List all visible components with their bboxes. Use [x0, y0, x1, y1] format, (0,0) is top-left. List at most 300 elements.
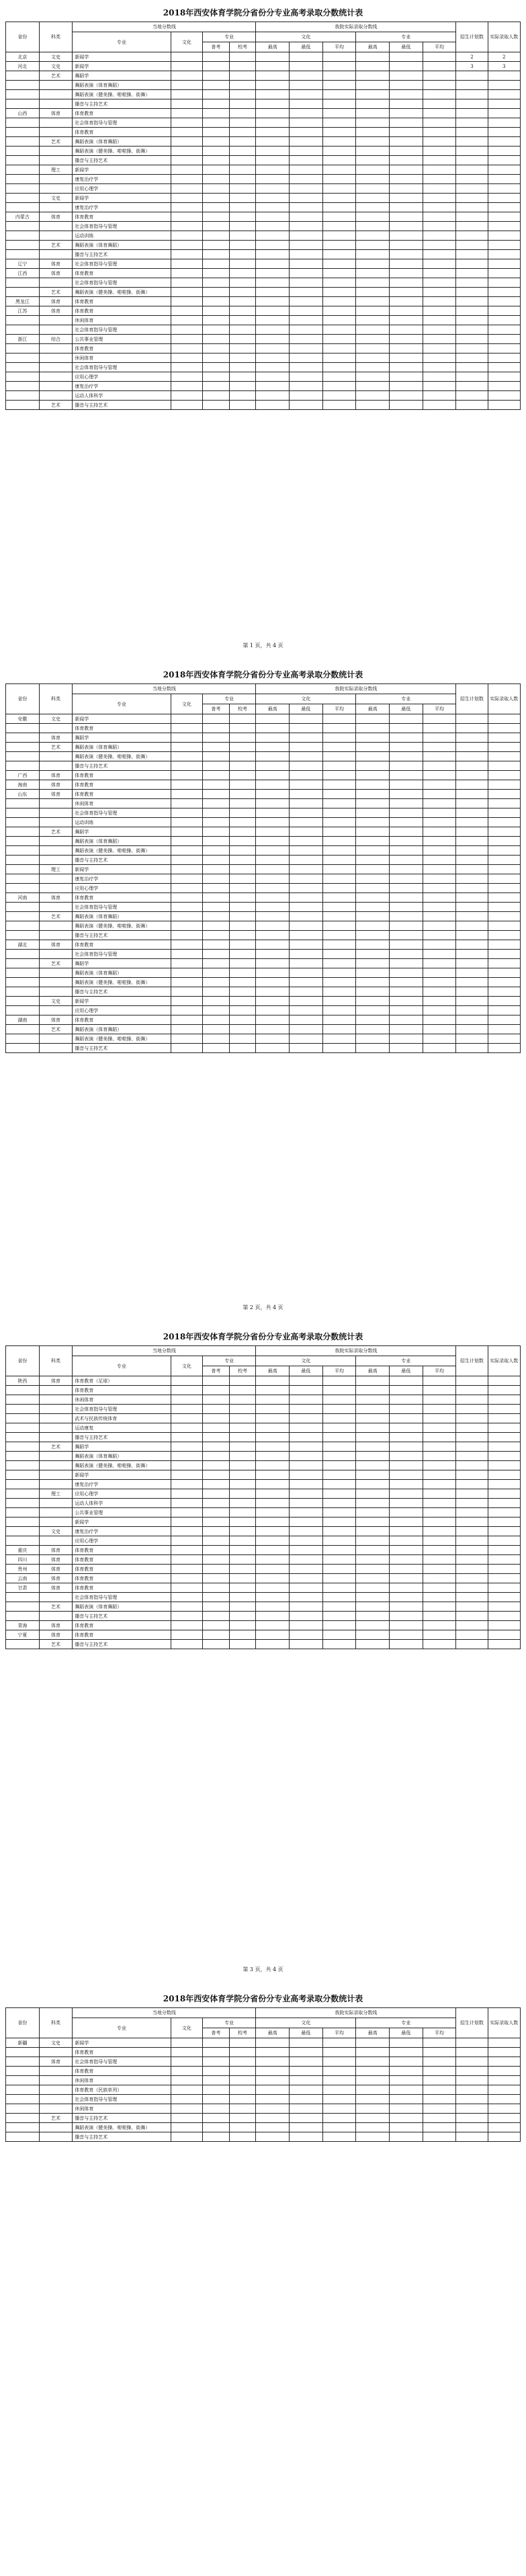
table-cell [202, 1555, 229, 1565]
table-cell [488, 165, 520, 175]
table-cell [6, 2048, 40, 2057]
table-cell [202, 1621, 229, 1630]
table-cell [290, 306, 323, 316]
table-cell [423, 2085, 456, 2095]
table-cell [256, 118, 290, 128]
header-cell: 普考 [202, 1366, 229, 1376]
header-cell: 最高 [256, 42, 290, 52]
table-cell [356, 1433, 390, 1442]
table-cell [456, 987, 488, 997]
table-cell: 舞蹈学 [73, 71, 171, 81]
table-cell: 舞蹈表演（健美操、啦啦操、街舞） [73, 846, 171, 856]
table-cell [256, 344, 290, 354]
score-table [5, 22, 521, 410]
table-row [6, 1006, 521, 1015]
table-cell [229, 1546, 256, 1555]
table-cell [390, 884, 423, 893]
table-cell [229, 968, 256, 978]
table-cell: 文史 [39, 194, 73, 203]
table-cell [390, 62, 423, 71]
table-cell [229, 137, 256, 147]
table-cell [488, 2085, 520, 2095]
table-cell [256, 1386, 290, 1395]
table-cell [390, 2095, 423, 2104]
table-row [6, 714, 521, 724]
table-cell [423, 893, 456, 903]
table-cell [390, 71, 423, 81]
table-cell [456, 250, 488, 259]
table-cell [171, 1470, 202, 1480]
table-cell [322, 1470, 356, 1480]
table-cell [39, 382, 73, 391]
table-cell [356, 222, 390, 231]
table-cell [456, 1452, 488, 1461]
table-cell [229, 231, 256, 241]
table-cell [202, 62, 229, 71]
table-cell [171, 269, 202, 278]
table-cell [322, 1593, 356, 1602]
table-cell [322, 1621, 356, 1630]
table-cell [423, 250, 456, 259]
table-row [6, 780, 521, 790]
table-cell [390, 401, 423, 410]
table-row [6, 372, 521, 382]
table-cell [171, 391, 202, 401]
table-cell [256, 1546, 290, 1555]
table-cell [488, 2132, 520, 2142]
table-cell [322, 1555, 356, 1565]
table-cell [356, 1015, 390, 1025]
table-cell [356, 1565, 390, 1574]
table-row [6, 71, 521, 81]
table-cell [356, 71, 390, 81]
table-cell [356, 1621, 390, 1630]
table-cell [488, 808, 520, 818]
table-cell [6, 391, 40, 401]
table-row [6, 884, 521, 893]
table-cell [202, 1518, 229, 1527]
table-cell [322, 109, 356, 118]
table-cell [488, 1583, 520, 1593]
table-cell [256, 1593, 290, 1602]
table-cell [322, 1640, 356, 1649]
table-cell [171, 968, 202, 978]
table-cell [456, 2038, 488, 2048]
table-cell [423, 1574, 456, 1583]
table-cell [202, 1015, 229, 1025]
table-cell [171, 2114, 202, 2123]
table-cell: 休闲体育 [73, 799, 171, 808]
table-cell [322, 733, 356, 743]
table-cell [322, 1015, 356, 1025]
table-cell [322, 2057, 356, 2067]
table-cell [488, 1025, 520, 1034]
table-cell [6, 1508, 40, 1518]
table-cell [322, 987, 356, 997]
table-cell [488, 1480, 520, 1489]
table-cell [390, 2132, 423, 2142]
table-row [6, 316, 521, 325]
table-row [6, 62, 521, 71]
table-row [6, 1386, 521, 1395]
table-cell [39, 1452, 73, 1461]
table-cell [171, 743, 202, 752]
table-cell [488, 382, 520, 391]
table-cell [322, 1433, 356, 1442]
table-cell [322, 325, 356, 335]
table-cell [229, 316, 256, 325]
table-cell: 江西 [6, 269, 40, 278]
table-cell [202, 837, 229, 846]
table-cell [488, 137, 520, 147]
table-cell [229, 1442, 256, 1452]
table-cell [423, 1414, 456, 1423]
table-cell [290, 1006, 323, 1015]
table-cell [256, 2048, 290, 2057]
table-cell [229, 780, 256, 790]
table-cell [423, 259, 456, 269]
table-cell [356, 2132, 390, 2142]
table-cell [202, 203, 229, 212]
table-cell [229, 391, 256, 401]
table-cell [390, 52, 423, 62]
table-cell [390, 1593, 423, 1602]
table-cell: 体育 [39, 790, 73, 799]
table-cell [6, 912, 40, 921]
header-cell: 我院实际录取分数线 [256, 1346, 456, 1356]
table-cell [456, 780, 488, 790]
table-cell [39, 2123, 73, 2132]
table-cell [290, 1518, 323, 1527]
table-cell [229, 1555, 256, 1565]
table-cell [488, 865, 520, 874]
table-cell [456, 241, 488, 250]
table-cell [290, 354, 323, 363]
header-cell: 平均 [322, 42, 356, 52]
table-cell [423, 1621, 456, 1630]
table-cell: 应用心理学 [73, 1006, 171, 1015]
table-cell [488, 1508, 520, 1518]
table-cell [229, 743, 256, 752]
table-cell [488, 118, 520, 128]
table-row [6, 1536, 521, 1546]
table-cell [290, 903, 323, 912]
table-cell [423, 288, 456, 297]
table-cell [290, 940, 323, 950]
table-cell [171, 382, 202, 391]
table-cell [171, 109, 202, 118]
table-cell [322, 128, 356, 137]
header-cell: 最低 [390, 42, 423, 52]
table-cell [488, 1414, 520, 1423]
table-cell: 体育 [39, 109, 73, 118]
table-cell [171, 959, 202, 968]
table-cell [171, 250, 202, 259]
table-cell: 新闻学 [73, 1470, 171, 1480]
table-cell [39, 874, 73, 884]
table-cell [6, 1593, 40, 1602]
table-cell [390, 771, 423, 780]
table-cell [6, 2114, 40, 2123]
header-cell: 招生计划数 [456, 684, 488, 714]
table-cell [171, 363, 202, 372]
table-cell: 武术与民族传统体育 [73, 1414, 171, 1423]
table-cell [202, 1508, 229, 1518]
table-cell [390, 128, 423, 137]
table-cell [202, 2038, 229, 2048]
table-cell [456, 1499, 488, 1508]
table-cell [229, 1536, 256, 1546]
table-cell [456, 2057, 488, 2067]
table-cell [290, 372, 323, 382]
table-row [6, 354, 521, 363]
header-cell: 平均 [423, 2028, 456, 2038]
table-cell [356, 1025, 390, 1034]
table-cell: 四川 [6, 1555, 40, 1565]
table-cell [456, 382, 488, 391]
table-cell [456, 194, 488, 203]
table-cell [229, 1414, 256, 1423]
table-cell [390, 306, 423, 316]
table-cell [171, 837, 202, 846]
table-cell [356, 2067, 390, 2076]
header-cell: 最低 [390, 704, 423, 714]
table-cell [488, 921, 520, 931]
table-cell [256, 940, 290, 950]
table-cell [256, 752, 290, 761]
table-cell [256, 2085, 290, 2095]
table-cell [6, 128, 40, 137]
table-cell [171, 165, 202, 175]
table-row [6, 790, 521, 799]
table-cell [456, 2067, 488, 2076]
table-cell [256, 335, 290, 344]
table-cell [390, 1015, 423, 1025]
table-cell [171, 1433, 202, 1442]
table-cell [423, 1640, 456, 1649]
table-cell [290, 1386, 323, 1395]
header-cell: 校考 [229, 42, 256, 52]
table-cell [171, 1489, 202, 1499]
table-cell [229, 959, 256, 968]
table-cell [202, 269, 229, 278]
header-cell: 专业 [73, 694, 171, 714]
header-cell: 当地分数线 [73, 2008, 256, 2018]
table-cell: 社会体育指导与管理 [73, 259, 171, 269]
table-cell [229, 1508, 256, 1518]
table-cell [39, 846, 73, 856]
table-cell [390, 987, 423, 997]
table-cell [423, 1044, 456, 1053]
table-cell [202, 1565, 229, 1574]
header-cell: 文化 [256, 1356, 356, 1366]
table-cell [356, 99, 390, 109]
table-cell [488, 297, 520, 306]
table-cell [390, 790, 423, 799]
table-cell [256, 865, 290, 874]
table-cell [423, 1593, 456, 1602]
table-cell [322, 1423, 356, 1433]
table-cell [456, 1034, 488, 1044]
table-row [6, 893, 521, 903]
table-cell [6, 1480, 40, 1489]
table-cell [488, 363, 520, 372]
table-row [6, 743, 521, 752]
table-cell [290, 2057, 323, 2067]
table-cell [322, 62, 356, 71]
table-cell [356, 1405, 390, 1414]
table-cell [356, 790, 390, 799]
table-cell: 应用心理学 [73, 184, 171, 194]
table-cell [488, 222, 520, 231]
table-cell [229, 978, 256, 987]
table-cell [322, 344, 356, 354]
table-cell [488, 344, 520, 354]
table-cell [390, 1565, 423, 1574]
table-cell [229, 109, 256, 118]
table-cell [39, 156, 73, 165]
table-cell [322, 856, 356, 865]
table-cell [356, 391, 390, 401]
table-cell [229, 2048, 256, 2057]
table-cell [39, 1433, 73, 1442]
table-cell [390, 1640, 423, 1649]
table-cell [290, 921, 323, 931]
header-row [6, 32, 521, 42]
table-cell: 社会体育指导与管理 [73, 950, 171, 959]
header-cell: 我院实际录取分数线 [256, 684, 456, 694]
table-cell [229, 175, 256, 184]
table-cell [256, 931, 290, 940]
table-cell [290, 1480, 323, 1489]
table-cell [290, 856, 323, 865]
table-cell: 广西 [6, 771, 40, 780]
table-cell [423, 771, 456, 780]
table-cell [256, 1536, 290, 1546]
table-cell [488, 175, 520, 184]
table-cell [423, 959, 456, 968]
table-cell [39, 1470, 73, 1480]
header-cell: 实际录取人数 [488, 1346, 520, 1376]
table-cell: 舞蹈表演（体育舞蹈） [73, 81, 171, 90]
table-cell [356, 2048, 390, 2057]
table-cell [390, 269, 423, 278]
table-cell [229, 2095, 256, 2104]
table-cell [171, 1376, 202, 1386]
table-cell [322, 959, 356, 968]
table-cell [290, 278, 323, 288]
table-cell [256, 799, 290, 808]
table-cell [229, 1489, 256, 1499]
table-cell [202, 1640, 229, 1649]
table-cell [488, 2114, 520, 2123]
table-cell [322, 165, 356, 175]
table-cell [202, 212, 229, 222]
table-cell [256, 1015, 290, 1025]
table-cell [390, 1555, 423, 1565]
table-cell [356, 1461, 390, 1470]
table-cell: 体育教育 [73, 2048, 171, 2057]
table-cell [39, 118, 73, 128]
table-cell [322, 354, 356, 363]
table-cell [256, 856, 290, 865]
table-cell [488, 968, 520, 978]
table-cell [488, 306, 520, 316]
table-cell [456, 733, 488, 743]
table-cell [488, 203, 520, 212]
table-cell [488, 325, 520, 335]
header-cell: 校考 [229, 1366, 256, 1376]
table-cell [322, 1602, 356, 1612]
table-cell [356, 231, 390, 241]
table-row [6, 1621, 521, 1630]
table-row [6, 1583, 521, 1593]
document-page [0, 662, 526, 1317]
table-cell [202, 884, 229, 893]
table-row [6, 165, 521, 175]
table-row [6, 2104, 521, 2114]
table-cell [171, 2085, 202, 2095]
table-cell [356, 912, 390, 921]
table-cell: 河北 [6, 62, 40, 71]
table-cell [488, 278, 520, 288]
table-cell [6, 2132, 40, 2142]
table-row [6, 1414, 521, 1423]
table-cell [423, 1006, 456, 1015]
table-cell [356, 1386, 390, 1395]
table-cell [356, 856, 390, 865]
table-cell: 艺术 [39, 959, 73, 968]
table-cell [322, 724, 356, 733]
table-cell [171, 1480, 202, 1489]
table-cell [456, 950, 488, 959]
table-cell [171, 752, 202, 761]
table-cell [39, 184, 73, 194]
table-cell [256, 2095, 290, 2104]
table-cell [423, 165, 456, 175]
table-cell: 体育 [39, 1583, 73, 1593]
table-cell [322, 874, 356, 884]
table-cell [171, 2095, 202, 2104]
table-cell [390, 903, 423, 912]
table-cell [356, 1499, 390, 1508]
table-cell [456, 1470, 488, 1480]
table-cell [356, 203, 390, 212]
table-cell [456, 1386, 488, 1395]
table-cell [171, 2076, 202, 2085]
table-cell [290, 1555, 323, 1565]
table-cell [39, 818, 73, 827]
table-cell [171, 903, 202, 912]
table-cell [390, 1025, 423, 1034]
table-cell [202, 1433, 229, 1442]
table-cell [356, 128, 390, 137]
table-cell [256, 269, 290, 278]
table-cell: 体育教育 [73, 128, 171, 137]
table-cell [456, 1640, 488, 1649]
table-cell [322, 118, 356, 128]
table-cell [290, 52, 323, 62]
table-cell: 文史 [39, 1527, 73, 1536]
table-cell [290, 1621, 323, 1630]
table-cell [202, 325, 229, 335]
header-cell: 普考 [202, 42, 229, 52]
table-cell [39, 344, 73, 354]
score-table [5, 1345, 521, 1649]
table-cell [171, 1546, 202, 1555]
table-cell: 休闲体育 [73, 354, 171, 363]
table-cell [290, 790, 323, 799]
